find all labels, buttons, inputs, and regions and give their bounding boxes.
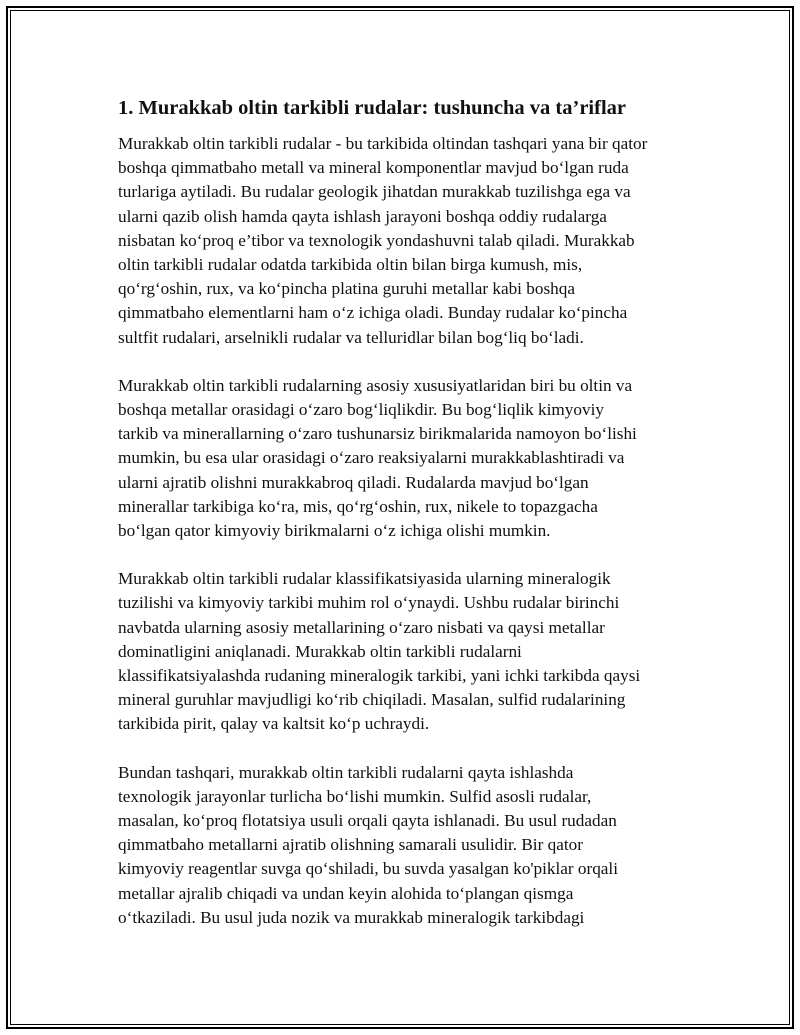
text-line: qo‘rg‘oshin, rux, va ko‘pincha platina guruhi metallar kabi boshqa bbox=[118, 279, 575, 299]
text-line: sultfit rudalari, arselnikli rudalar va telluridlar bilan bog‘liq bo‘ladi. bbox=[118, 327, 584, 347]
text-line: minerallar tarkibiga ko‘ra, mis, qo‘rg‘oshin, rux, nikele to topazgacha bbox=[118, 496, 598, 516]
text-line: Murakkab oltin tarkibli rudalar - bu tarkibida oltindan tashqari yana bir qator bbox=[118, 134, 648, 153]
text-line: mumkin, bu esa ular orasidagi o‘zaro reaksiyalarni murakkablashtiradi va bbox=[118, 448, 625, 468]
text-line: ularni qazib olish hamda qayta ishlash jarayoni boshqa oddiy rudalarga bbox=[118, 206, 607, 226]
section-heading: 1. Murakkab oltin tarkibli rudalar: tushuncha va ta’riflar bbox=[118, 97, 626, 119]
paragraph-3 bbox=[118, 567, 698, 736]
text-line: klassifikatsiyalashda rudaning mineralogik tarkibi, yani ichki tarkibda qaysi bbox=[118, 666, 641, 686]
text-line: Murakkab oltin tarkibli rudalarning asosiy xususiyatlaridan biri bu oltin va bbox=[118, 375, 633, 395]
text-line: kimyoviy reagentlar suvga qo‘shiladi, bu suvda yasalgan ko'piklar orqali bbox=[118, 859, 618, 879]
text-line: ularni ajratib olishni murakkabroq qiladi. Rudalarda mavjud bo‘lgan bbox=[118, 472, 589, 492]
text-line: mineral guruhlar mavjudligi ko‘rib chiqiladi. Masalan, sulfid rudalarining bbox=[118, 690, 626, 710]
text-line: oltin tarkibli rudalar odatda tarkibida oltin bilan birga kumush, mis, bbox=[118, 255, 583, 275]
text-line: tuzilishi va kimyoviy tarkibi muhim rol o‘ynaydi. Ushbu rudalar birinchi bbox=[118, 593, 620, 613]
text-line: bo‘lgan qator kimyoviy birikmalarni o‘z ichiga olishi mumkin. bbox=[118, 521, 551, 541]
text-line: qimmatbaho metallarni ajratib olishning samarali usulidir. Bir qator bbox=[118, 835, 583, 855]
text-line: metallar ajralib chiqadi va undan keyin alohida to‘plangan qismga bbox=[118, 883, 574, 903]
text-line: boshqa qimmatbaho metall va mineral komponentlar mavjud bo‘lgan ruda bbox=[118, 158, 629, 178]
text-line: o‘tkaziladi. Bu usul juda nozik va murakkab mineralogik tarkibdagi bbox=[118, 907, 585, 927]
paragraph-4 bbox=[118, 761, 698, 930]
document-body bbox=[118, 94, 698, 954]
text-line: texnologik jarayonlar turlicha bo‘lishi mumkin. Sulfid asosli rudalar, bbox=[118, 786, 592, 806]
text-line: Bundan tashqari, murakkab oltin tarkibli rudalarni qayta ishlashda bbox=[118, 762, 574, 782]
text-line: tarkib va minerallarning o‘zaro tushunarsiz birikmalarida namoyon bo‘lishi bbox=[118, 424, 637, 444]
text-line: navbatda ularning asosiy metallarining o‘zaro nisbati va qaysi metallar bbox=[118, 617, 605, 637]
paragraph-1 bbox=[118, 132, 698, 350]
text-line: Murakkab oltin tarkibli rudalar klassifikatsiyasida ularning mineralogik bbox=[118, 569, 611, 589]
text-line: tarkibida pirit, qalay va kaltsit ko‘p uchraydi. bbox=[118, 714, 430, 734]
text-line: dominatligini aniqlanadi. Murakkab oltin tarkibli rudalarni bbox=[118, 641, 522, 661]
text-line: nisbatan ko‘proq e’tibor va texnologik yondashuvni talab qiladi. Murakkab bbox=[118, 230, 635, 250]
text-line: qimmatbaho elementlarni ham o‘z ichiga oladi. Bunday rudalar ko‘pincha bbox=[118, 303, 628, 323]
text-line: boshqa metallar orasidagi o‘zaro bog‘liqlikdir. Bu bog‘liqlik kimyoviy bbox=[118, 400, 604, 420]
paragraph-2 bbox=[118, 374, 698, 543]
text-line: turlariga aytiladi. Bu rudalar geologik jihatdan murakkab tuzilishga ega va bbox=[118, 182, 631, 202]
text-line: masalan, ko‘proq flotatsiya usuli orqali qayta ishlanadi. Bu usul rudadan bbox=[118, 811, 617, 831]
